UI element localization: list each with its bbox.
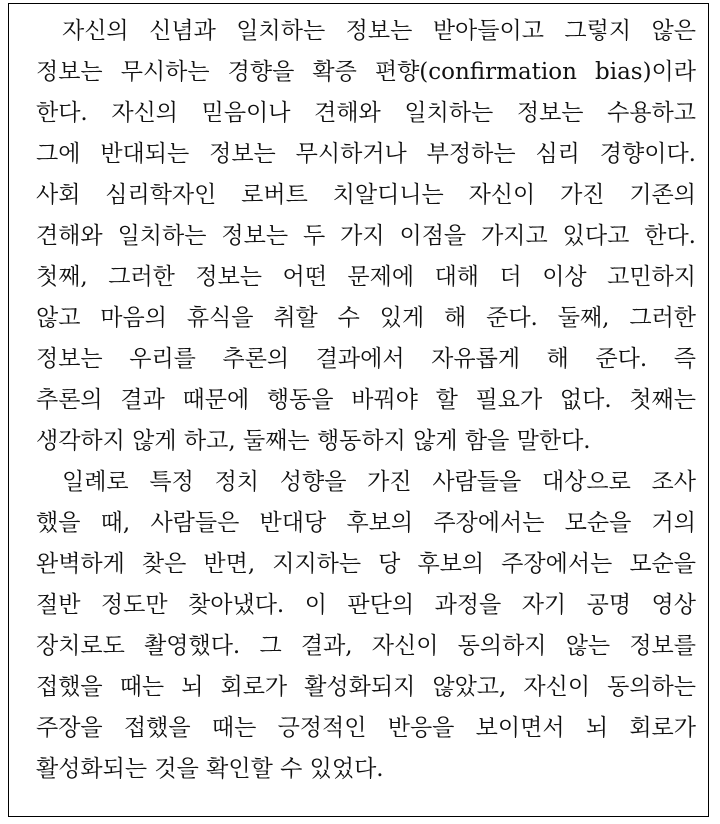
passage-line: 생각하지 않게 하고, 둘째는 행동하지 않게 함을 말한다. [36,428,591,454]
passage-line: 주장을 접했을 때는 긍정적인 반응을 보이면서 뇌 회로가 [36,715,696,741]
passage-line: 정보는 우리를 추론의 결과에서 자유롭게 해 준다. 즉 [36,346,696,372]
passage-line: 절반 정도만 찾아냈다. 이 판단의 과정을 자기 공명 영상 [36,592,696,618]
passage-line: 견해와 일치하는 정보는 두 가지 이점을 가지고 있다고 한다. [36,223,696,249]
passage-line: 자신의 신념과 일치하는 정보는 받아들이고 그렇지 않은 [62,18,696,44]
passage-line: 활성화되는 것을 확인할 수 있었다. [36,756,384,782]
passage-line: 그에 반대되는 정보는 무시하거나 부정하는 심리 경향이다. [36,141,696,167]
passage-line: 일례로 특정 정치 성향을 가진 사람들을 대상으로 조사 [62,469,696,495]
passage-line: 완벽하게 찾은 반면, 지지하는 당 후보의 주장에서는 모순을 [36,551,696,577]
passage-line: 첫째, 그러한 정보는 어떤 문제에 대해 더 이상 고민하지 [36,264,696,290]
passage-box [8,3,709,817]
passage-line: 장치로도 촬영했다. 그 결과, 자신이 동의하지 않는 정보를 [36,633,696,659]
passage-line: 했을 때, 사람들은 반대당 후보의 주장에서는 모순을 거의 [36,510,696,536]
passage-line: 정보는 무시하는 경향을 확증 편향(confirmation bias)이라 [36,59,696,85]
passage-line: 한다. 자신의 믿음이나 견해와 일치하는 정보는 수용하고 [36,100,696,126]
passage-line: 사회 심리학자인 로버트 치알디니는 자신이 가진 기존의 [36,182,696,208]
passage-line: 않고 마음의 휴식을 취할 수 있게 해 준다. 둘째, 그러한 [36,305,696,331]
passage-line: 접했을 때는 뇌 회로가 활성화되지 않았고, 자신이 동의하는 [36,674,696,700]
passage-line: 추론의 결과 때문에 행동을 바꿔야 할 필요가 없다. 첫째는 [36,387,696,413]
